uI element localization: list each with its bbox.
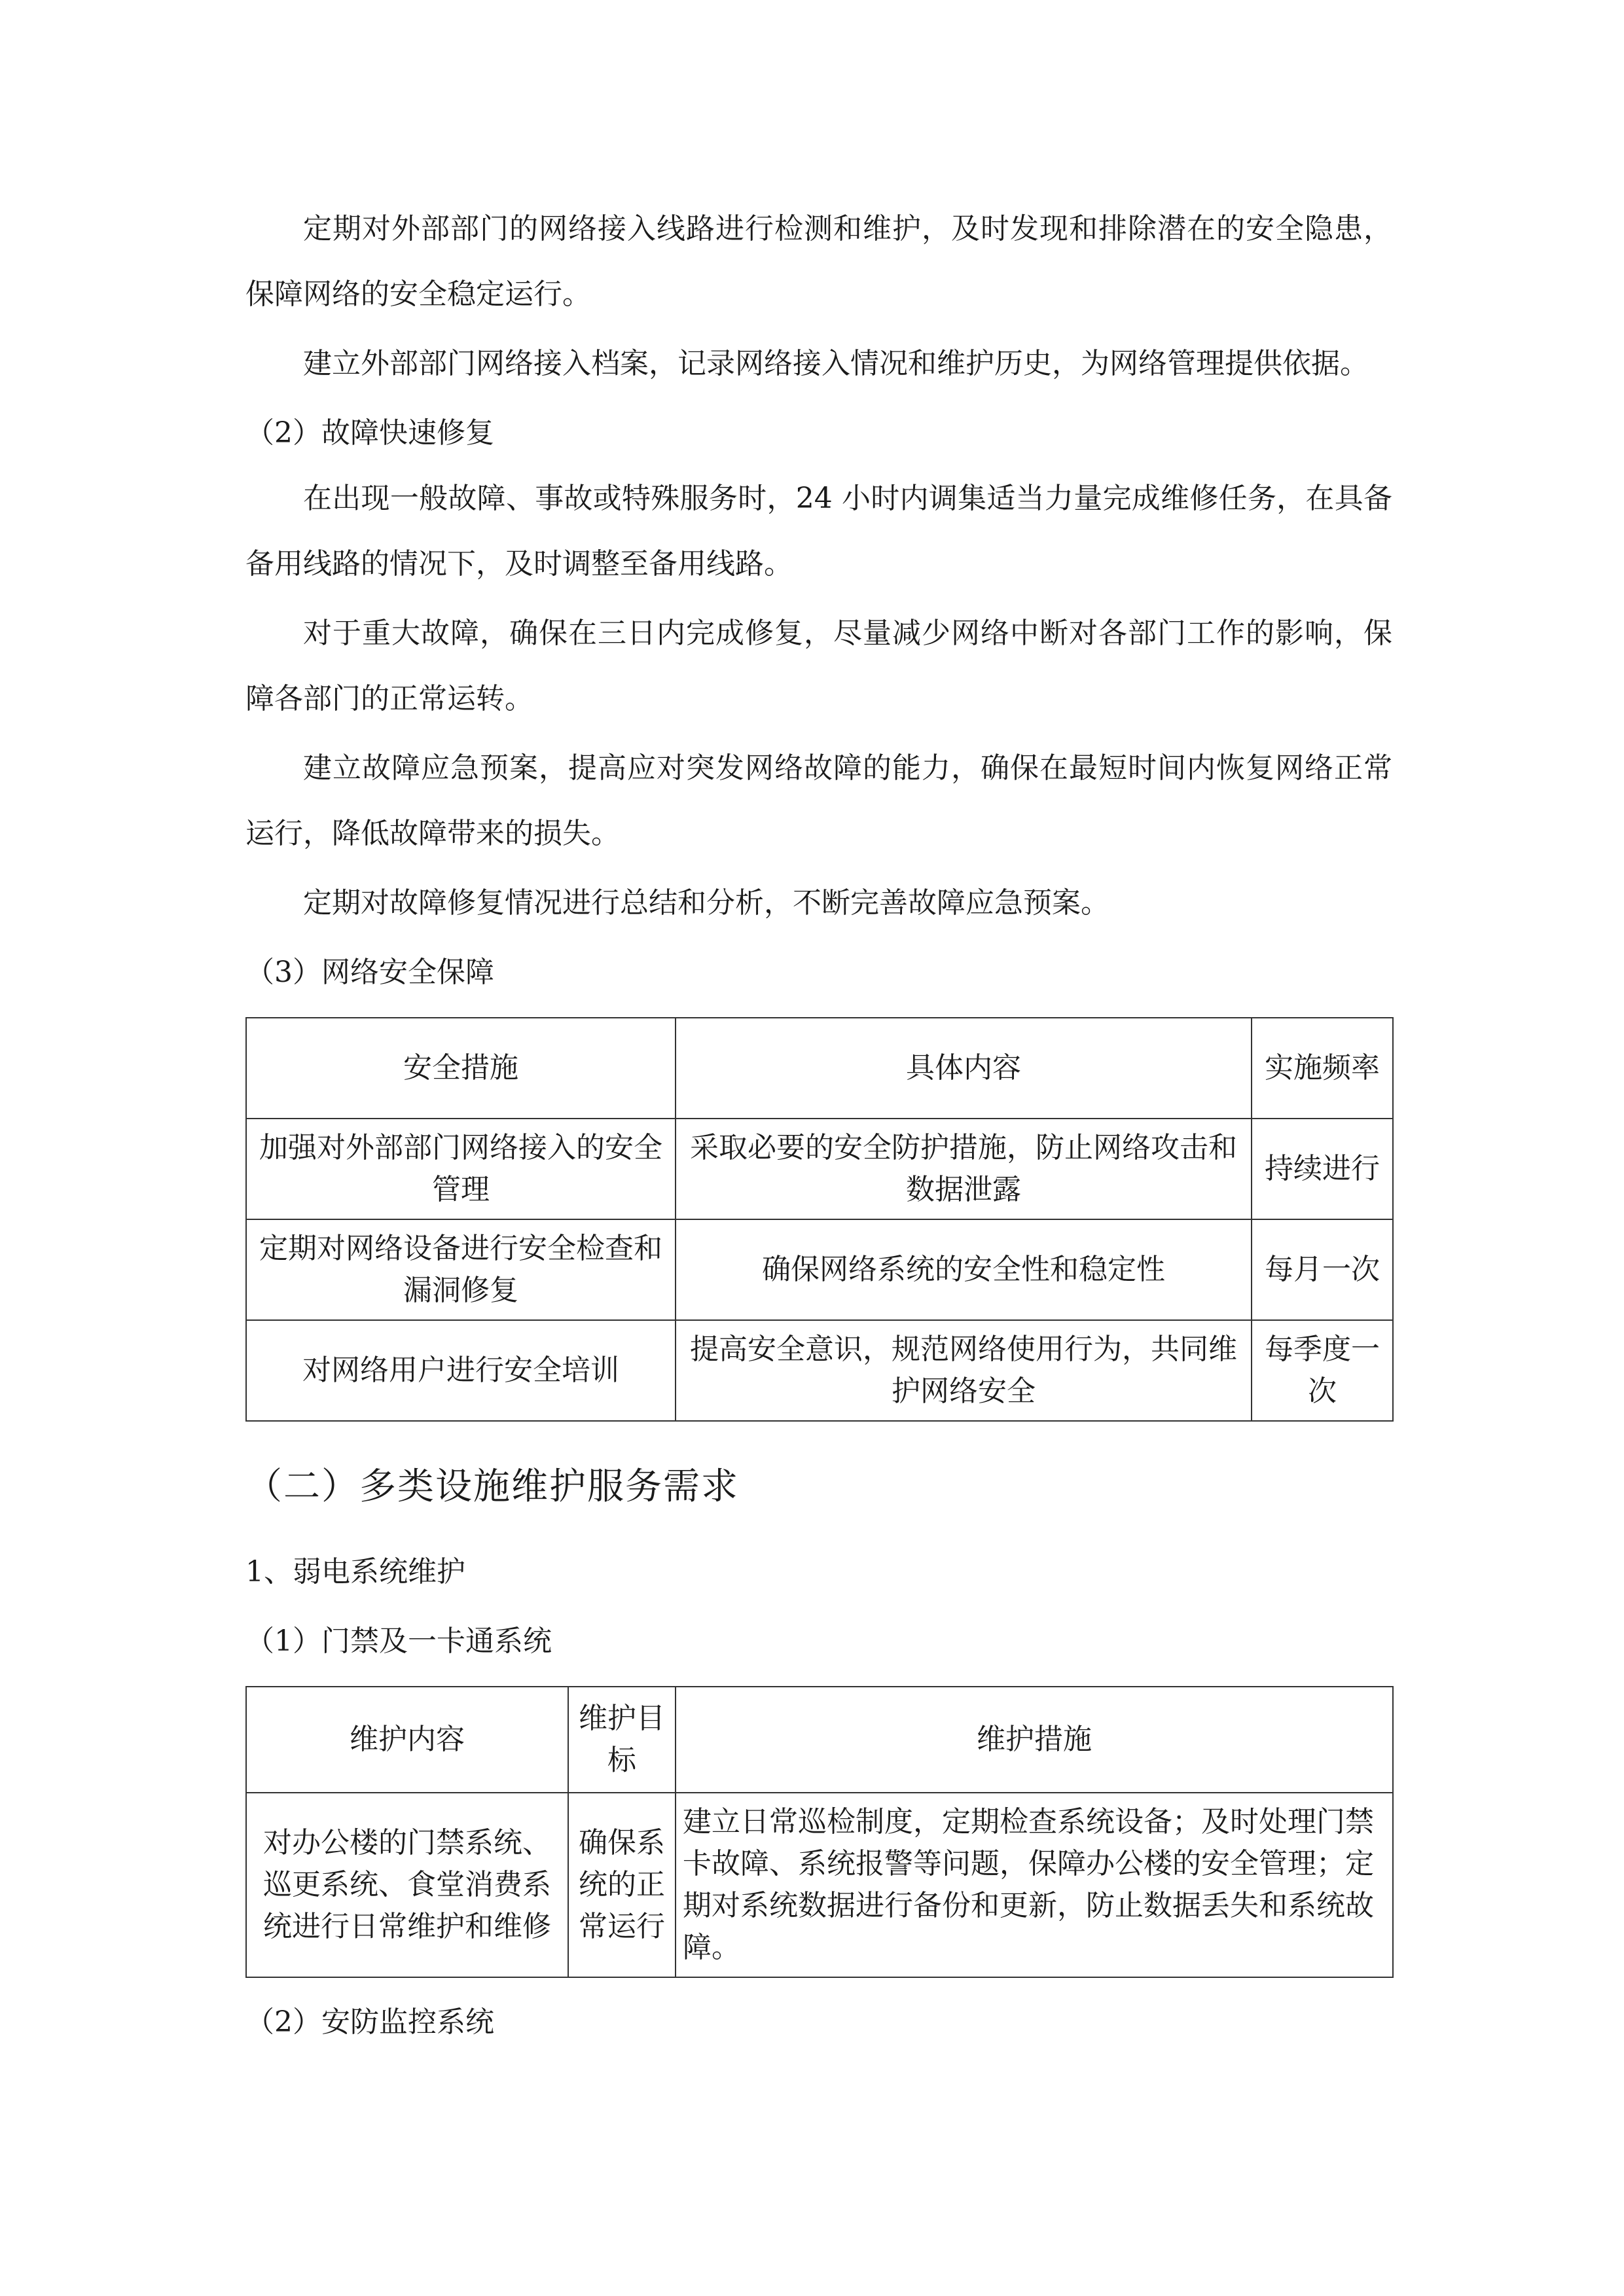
paragraph: 对于重大故障，确保在三日内完成修复，尽量减少网络中断对各部门工作的影响，保障各部门的正常运转。 <box>245 617 1392 715</box>
table-cell: 对办公楼的门禁系统、巡更系统、食堂消费系统进行日常维护和维修 <box>246 1793 568 1977</box>
table-row <box>246 1219 1393 1320</box>
paragraph: 定期对外部部门的网络接入线路进行检测和维护，及时发现和排除潜在的安全隐患，保障网络的安全稳定运行。 <box>245 212 1392 311</box>
table-row <box>246 1793 1393 1977</box>
chapter-heading: （二）多类设施维护服务需求 <box>245 1465 739 1508</box>
table-cell: 确保系统的正常运行 <box>568 1793 676 1977</box>
table-header-row <box>246 1687 1393 1793</box>
table-row <box>246 1320 1393 1421</box>
subsection-heading-surveillance: （2）安防监控系统 <box>245 2005 494 2039</box>
security-measures-table <box>245 1017 1394 1422</box>
table-cell: 加强对外部部门网络接入的安全管理 <box>246 1119 676 1219</box>
table-cell: 每月一次 <box>1252 1219 1393 1320</box>
access-control-table <box>245 1686 1394 1978</box>
table-header-cell: 维护内容 <box>246 1687 568 1793</box>
table-cell: 对网络用户进行安全培训 <box>246 1320 676 1421</box>
document-page <box>245 196 1392 2055</box>
table-row <box>246 1119 1393 1219</box>
paragraph: 定期对故障修复情况进行总结和分析，不断完善故障应急预案。 <box>303 886 1110 920</box>
paragraph: 建立故障应急预案，提高应对突发网络故障的能力，确保在最短时间内恢复网络正常运行，降低故障带来的损失。 <box>245 751 1392 850</box>
table-header-row <box>246 1018 1393 1119</box>
subsection-heading-access-control: （1）门禁及一卡通系统 <box>245 1624 552 1658</box>
table-cell: 采取必要的安全防护措施，防止网络攻击和数据泄露 <box>676 1119 1252 1219</box>
section-heading-network-security: （3）网络安全保障 <box>245 956 494 989</box>
table-header-cell: 具体内容 <box>676 1018 1252 1119</box>
table-cell: 定期对网络设备进行安全检查和漏洞修复 <box>246 1219 676 1320</box>
table-header-cell: 实施频率 <box>1252 1018 1393 1119</box>
section-heading-fault-repair: （2）故障快速修复 <box>245 416 494 450</box>
table-header-cell: 维护目标 <box>568 1687 676 1793</box>
subsection-heading: 1、弱电系统维护 <box>245 1555 465 1588</box>
table-cell: 确保网络系统的安全性和稳定性 <box>676 1219 1252 1320</box>
paragraph: 建立外部部门网络接入档案，记录网络接入情况和维护历史，为网络管理提供依据。 <box>303 347 1369 380</box>
table-cell: 建立日常巡检制度，定期检查系统设备；及时处理门禁卡故障、系统报警等问题，保障办公楼的安全管理；定期对系统数据进行备份和更新，防止数据丢失和系统故障。 <box>676 1793 1393 1977</box>
paragraph: 在出现一般故障、事故或特殊服务时，24 小时内调集适当力量完成维修任务，在具备备用线路的情况下，及时调整至备用线路。 <box>245 482 1392 581</box>
table-cell: 每季度一次 <box>1252 1320 1393 1421</box>
table-cell: 持续进行 <box>1252 1119 1393 1219</box>
table-cell: 提高安全意识，规范网络使用行为，共同维护网络安全 <box>676 1320 1252 1421</box>
table-header-cell: 安全措施 <box>246 1018 676 1119</box>
table-header-cell: 维护措施 <box>676 1687 1393 1793</box>
